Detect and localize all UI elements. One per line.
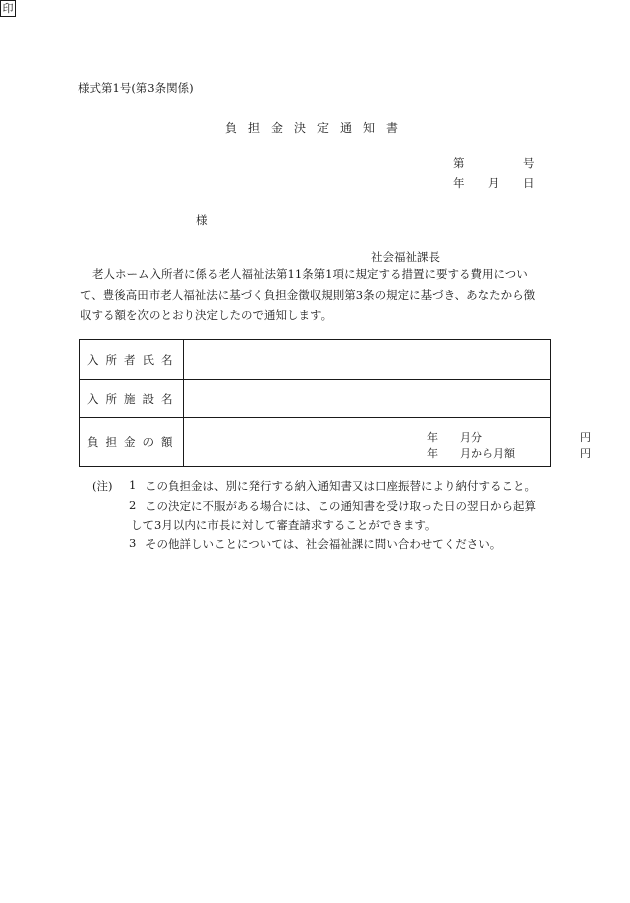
table-row-amount (80, 418, 591, 466)
amount-line1-month: 月分 (460, 431, 482, 444)
note-1-text: この負担金は、別に発行する納入通知書又は口座振替により納付すること。 (145, 479, 536, 493)
issue-number-suffix: 号 (523, 156, 535, 170)
body-text-line-1: 老人ホーム入所者に係る老人福祉法第11条第1項に規定する措置に要する費用につい (92, 267, 528, 281)
table-row-facility-name (80, 380, 550, 418)
body-text-line-2: て、豊後高田市老人福祉法に基づく負担金徴収規則第3条の規定に基づき、あなたから徴 (80, 288, 536, 302)
document-title: 負担金決定通知書 (225, 121, 410, 135)
notes-prefix: (注) (92, 479, 113, 493)
note-2-text: この決定に不服がある場合には、この通知書を受け取った日の翌日から起算 (145, 499, 536, 513)
body-text-line-3: 収する額を次のとおり決定したので通知します。 (80, 308, 333, 322)
amount-line2-yen: 円 (580, 447, 591, 460)
note-1-number: 1 (129, 478, 137, 492)
note-3-number: 3 (129, 536, 137, 550)
addressee-honorific: 様 (196, 213, 208, 227)
amount-field[interactable] (184, 418, 591, 466)
issue-number-prefix: 第 (453, 156, 465, 170)
amount-line2-year: 年 (427, 447, 438, 460)
resident-name-field[interactable] (184, 340, 550, 379)
notice-table (79, 339, 591, 467)
sender-title: 社会福祉課長 (371, 250, 440, 264)
table-row-resident-name (80, 340, 550, 380)
note-2-number: 2 (129, 498, 137, 512)
note-2-text-continued: して3月以内に市長に対して審査請求することができます。 (131, 518, 437, 532)
amount-line1-yen: 円 (580, 431, 591, 444)
date-month-label: 月 (488, 176, 500, 190)
date-year-label: 年 (453, 176, 465, 190)
facility-name-field[interactable] (184, 380, 550, 417)
date-day-label: 日 (523, 176, 535, 190)
resident-name-label: 入所者氏名 (80, 340, 184, 379)
amount-line1-year: 年 (427, 431, 438, 444)
facility-name-label: 入所施設名 (80, 380, 184, 417)
form-number: 様式第1号(第3条関係) (78, 81, 194, 95)
seal-stamp: 印 (0, 0, 16, 17)
amount-label: 負担金の額 (80, 418, 184, 466)
note-3-text: その他詳しいことについては、社会福祉課に問い合わせてください。 (145, 537, 502, 551)
amount-line2-month: 月から月額 (460, 447, 515, 460)
